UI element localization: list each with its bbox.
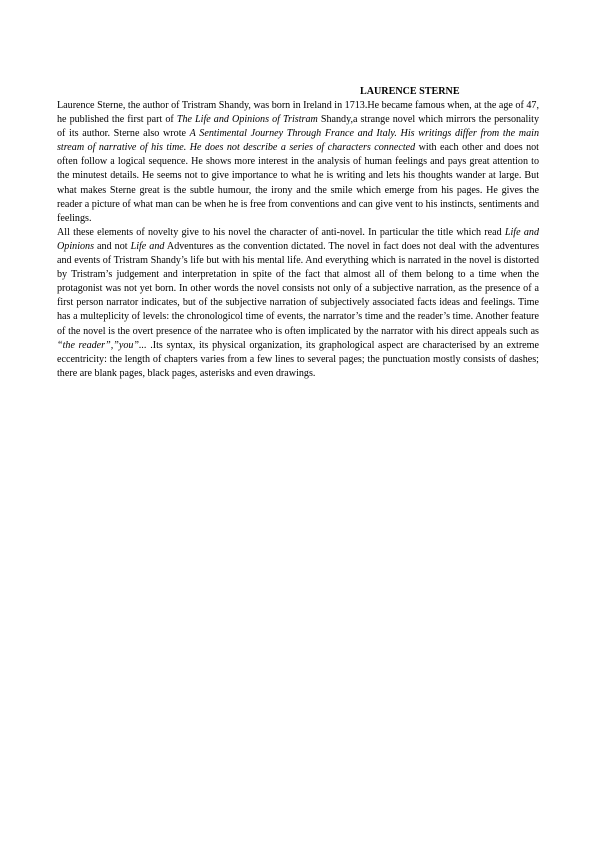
italic-run: The Life and Opinions of Tristram <box>176 114 318 126</box>
document-body <box>57 85 539 381</box>
text-run: Shandy,a strange novel which mirrors the personality of its author. Sterne also wrote <box>57 114 539 140</box>
text-run: Laurence Sterne, the author of Tristram Shandy, was born in Ireland in 1713.He became famous when, at the age of 47, he published the first part of <box>57 100 539 126</box>
document-title: LAURENCE STERNE <box>360 86 460 97</box>
paragraph-biography <box>57 99 539 226</box>
italic-run: Life and <box>130 240 165 252</box>
text-run: All these elements of novelty give to his novel the character of anti-novel. In particular the title which read <box>57 226 505 238</box>
text-run: and not <box>94 240 131 252</box>
text-run: .Its syntax, its physical organization, its graphological aspect are characterised by an extreme eccentricity: the length of chapters varies from a few lines to several pages; the punctuation mostly consists of dashes; there are blank pages, black pages, asterisks and even drawings. <box>57 339 539 379</box>
paragraph-anti-novel <box>57 226 539 381</box>
text-run: Adventures as the convention dictated. The novel in fact does not deal with the adventures and events of Tristram Shandy’s life but with his mental life. And everything which is narrated in the novel is distorted by Tristram’s judgement and interpretation in spite of the fact that almost all of them belong to a time when the protagonist was not yet born. In other words the novel consists not only of a subjective narration, as the presence of a first person narrator indicates, but of the subjective narration of subjectively associated facts ideas and feelings. Time has a multeplicity of levels: the chronologicol time of events, the narrator’s time and the reader’s time. Another feature of the novel is the overt presence of the narratee who is often implicated by the narrator with his direct appeals such as <box>57 240 539 337</box>
text-run: with each other and does not often follow a logical sequence. He shows more interest in the analysis of human feelings and pays great attention to the minutest details. He seems not to give importance to what he is writing and lets his thoughts wander at large. But what makes Sterne great is the subtle humour, the irony and the smile which emerge from his pages. He gives the reader a picture of what man can be when he is free from conventions and can give vent to his instincts, sentiments and feelings. <box>57 142 539 224</box>
italic-run: A Sentimental Journey Through France and Italy. His writings differ from the main stream of narrative of his time. He does not describe a series of characters connected <box>57 128 539 154</box>
italic-run: “the reader”,”you”... <box>57 339 147 351</box>
italic-run: Life and Opinions <box>57 226 539 252</box>
